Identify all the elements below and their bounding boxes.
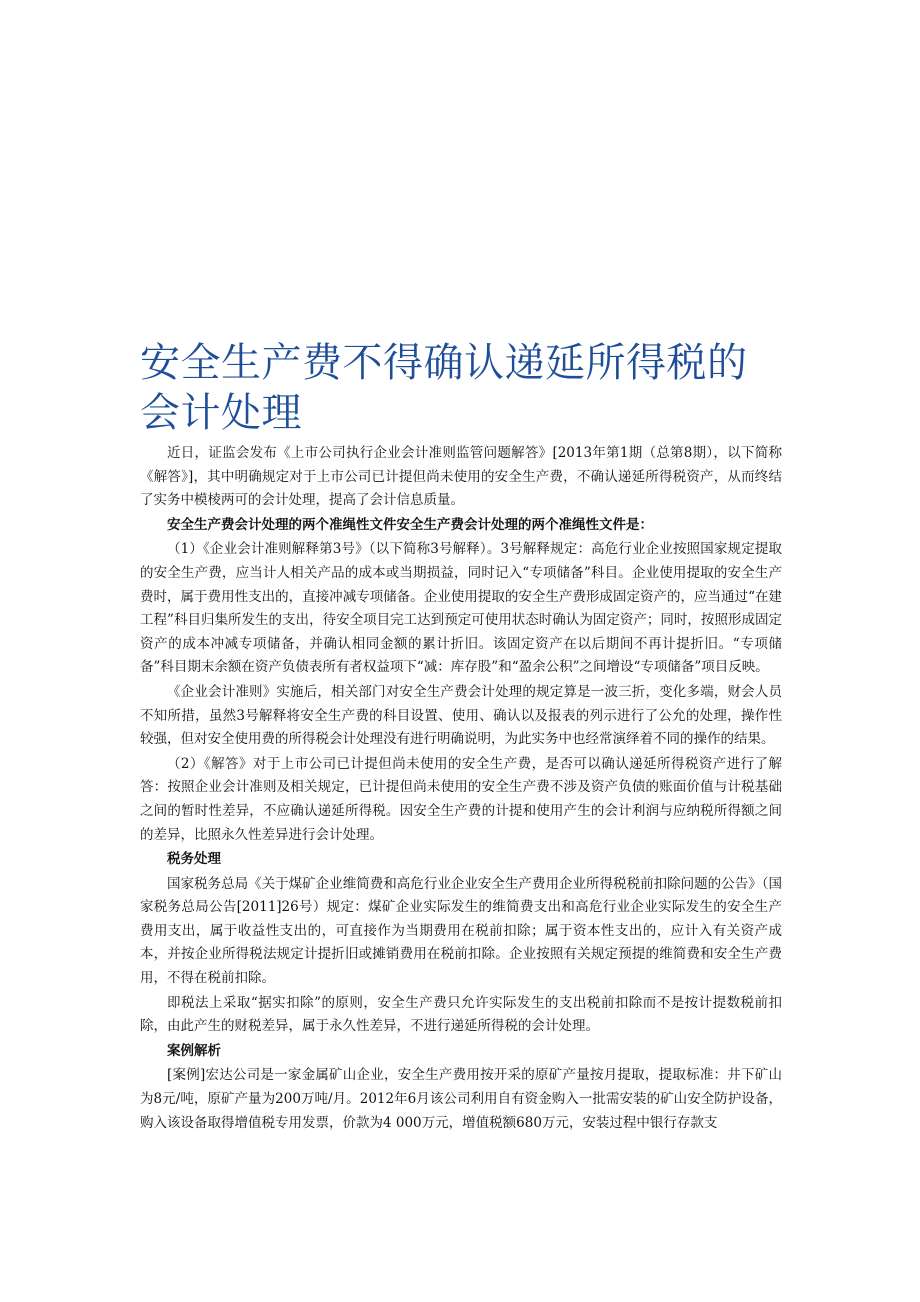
section-heading-standards: 安全生产费会计处理的两个准绳性文件安全生产费会计处理的两个准绳性文件是： [167,516,653,533]
document-title: 安全生产费不得确认递延所得税的会计处理 [140,340,748,436]
section-heading-tax: 税务处理 [167,851,221,868]
document-body [140,338,782,1136]
section-heading-case: 案例解析 [167,1042,221,1059]
paragraph-case: [案例]宏达公司是一家金属矿山企业，安全生产费用按开采的原矿产量按月提取，提取标准：井下矿山为8元/吨，原矿产量为200万吨/月。2012年6月该公司利用自有资金购入一批需安装的矿山安全防护设备，购入该设备取得增值税专用发票，价款为4 000万元，增值税额680万元，安装过程中银行存款支 [140,1067,782,1131]
paragraph-intro: 近日，证监会发布《上市公司执行企业会计准则监管问题解答》[2013年第1期（总第8期），以下简称《解答》]，其中明确规定对于上市公司已计提但尚未使用的安全生产费，不确认递延所得税资产，从而终结了实务中模棱两可的会计处理，提高了会计信息质量。 [140,445,782,509]
paragraph-answer: （2）《解答》对于上市公司已计提但尚未使用的安全生产费，是否可以确认递延所得税资产进行了解答：按照企业会计准则及相关规定，已计提但尚未使用的安全生产费不涉及资产负债的账面价值与计税基础之间的暂时性差异，不应确认递延所得税。因安全生产费的计提和使用产生的会计利润与应纳税所得额之间的差异，比照永久性差异进行会计处理。 [140,755,782,843]
paragraph-standards-history: 《企业会计准则》实施后，相关部门对安全生产费会计处理的规定算是一波三折，变化多端，财会人员不知所措，虽然3号解释将安全生产费的科目设置、使用、确认以及报表的列示进行了公允的处理，操作性较强，但对安全使用费的所得税会计处理没有进行明确说明，为此实务中也经常演绎着不同的操作的结果。 [140,683,782,748]
paragraph-actual-deduction: 即税法上采取“据实扣除”的原则，安全生产费只允许实际发生的支出税前扣除而不是按计提数税前扣除，由此产生的财税差异，属于永久性差异，不进行递延所得税的会计处理。 [140,994,782,1035]
paragraph-tax-notice: 国家税务总局《关于煤矿企业维简费和高危行业企业安全生产费用企业所得税税前扣除问题的公告》（国家税务总局公告[2011]26号）规定：煤矿企业实际发生的维简费支出和高危行业企业实际发生的安全生产费用支出，属于收益性支出的，可直接作为当期费用在税前扣除；属于资本性支出的，应计入有关资产成本，并按企业所得税法规定计提折旧或摊销费用在税前扣除。企业按照有关规定预提的维简费和安全生产费用，不得在税前扣除。 [140,875,782,987]
paragraph-interpretation-3: （1）《企业会计准则解释第3号》（以下简称3号解释）。3号解释规定：高危行业企业按照国家规定提取的安全生产费，应当计人相关产品的成本或当期损益，同时记入“专项储备”科目。企业使用提取的安全生产费时，属于费用性支出的，直接冲减专项储备。企业使用提取的安全生产费形成固定资产的，应当通过“在建工程”科目归集所发生的支出，待安全项目完工达到预定可使用状态时确认为固定资产；同时，按照形成固定资产的成本冲减专项储备，并确认相同金额的累计折旧。该固定资产在以后期间不再计提折旧。“专项储备”科目期末余额在资产负债表所有者权益项下“减：库存股”和“盈余公积”之间增设“专项储备”项目反映。 [140,541,782,676]
